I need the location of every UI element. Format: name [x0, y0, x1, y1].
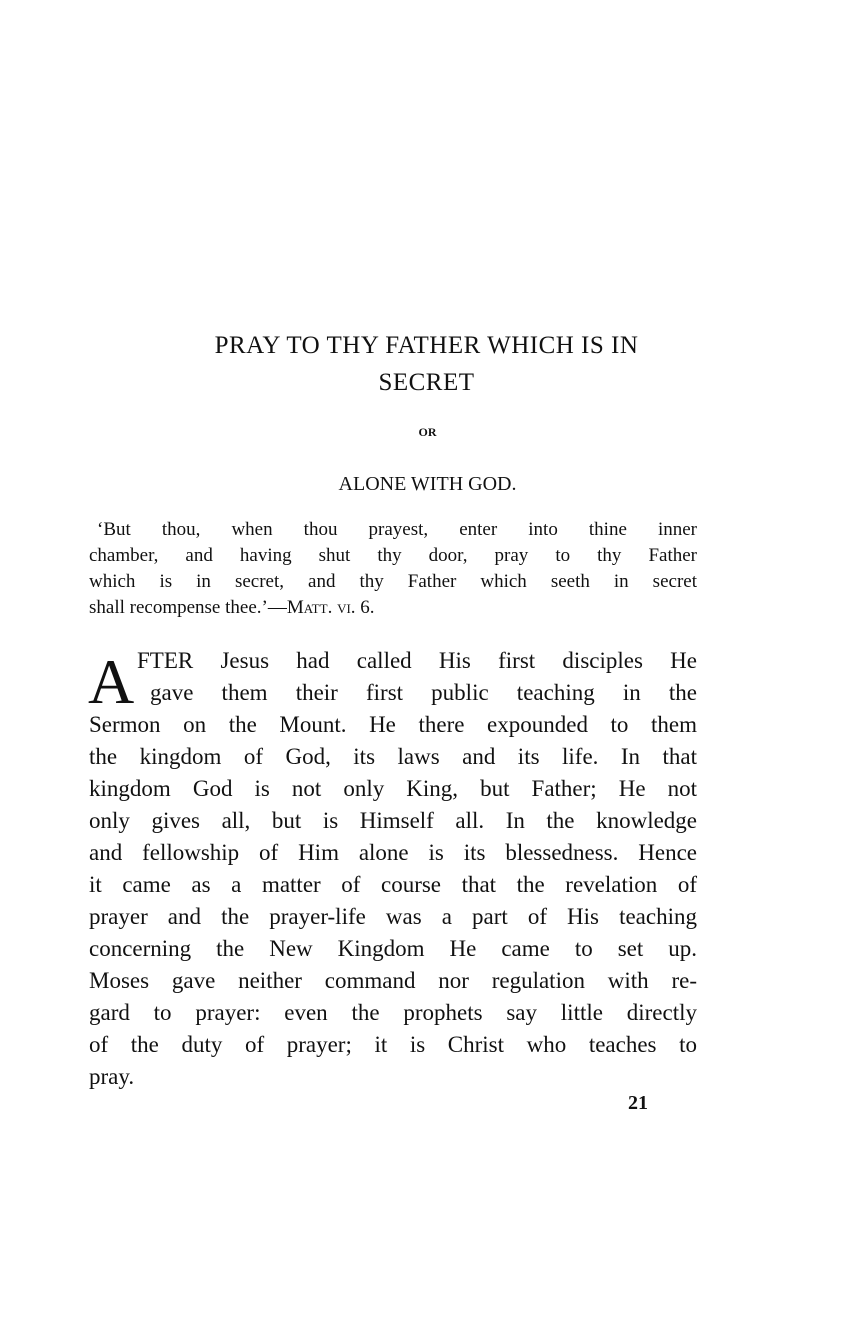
epigraph-line: chamber, and having shut thy door, pray to thy Father [89, 545, 697, 566]
drop-cap: A [88, 646, 135, 717]
body-line: and fellowship of Him alone is its blessedness. Hence [89, 840, 697, 865]
body-line: the kingdom of God, its laws and its life. In that [89, 744, 697, 769]
body-line: kingdom God is not only King, but Father; He not [89, 776, 697, 801]
chapter-or: OR [418, 425, 437, 439]
body-line: concerning the New Kingdom He came to set up. [89, 936, 697, 961]
body-line: prayer and the prayer-life was a part of His teaching [89, 904, 697, 929]
body-line: gard to prayer: even the prophets say little directly [89, 1000, 697, 1025]
body-line: gave them their first public teaching in the [150, 680, 697, 705]
chapter-title-line-2: SECRET [378, 369, 475, 396]
body-line: only gives all, but is Himself all. In the knowledge [89, 808, 697, 833]
body-line: FTER Jesus had called His first disciples He [137, 648, 697, 673]
body-line: it came as a matter of course that the revelation of [89, 872, 697, 897]
page-number: 21 [628, 1092, 648, 1114]
epigraph-line: which is in secret, and thy Father which seeth in secret [89, 571, 697, 592]
epigraph-line: ‘But thou, when thou prayest, enter into thine inner [97, 519, 697, 540]
epigraph-line [89, 597, 697, 619]
chapter-subtitle: ALONE WITH GOD. [338, 473, 517, 495]
epigraph-last-text: shall recompense thee.’— [89, 597, 287, 618]
body-line: of the duty of prayer; it is Christ who teaches to [89, 1032, 697, 1057]
chapter-title-line-1: PRAY TO THY FATHER WHICH IS IN [214, 332, 639, 359]
epigraph-citation: Matt. vi. 6. [286, 597, 375, 618]
body-line: Moses gave neither command nor regulation with re- [89, 968, 697, 993]
body-line: pray. [89, 1064, 135, 1089]
body-line: Sermon on the Mount. He there expounded to them [89, 712, 697, 737]
